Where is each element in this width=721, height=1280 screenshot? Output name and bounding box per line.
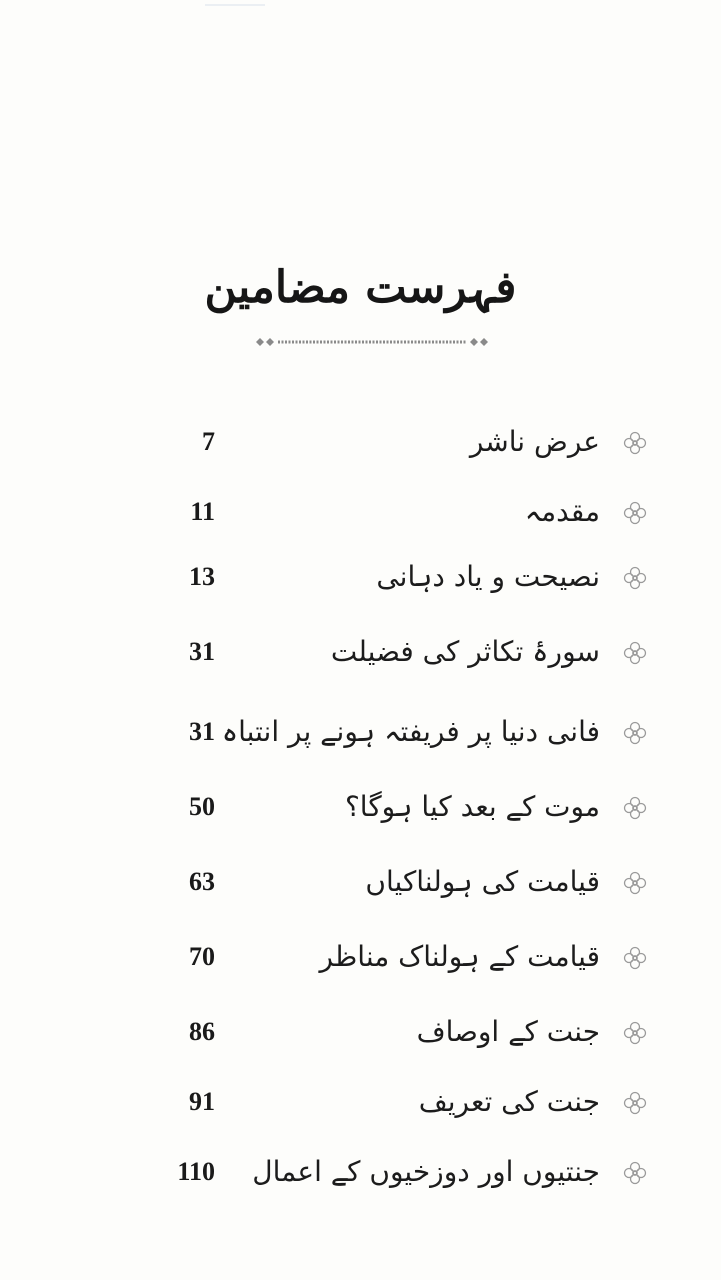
flower-icon	[622, 500, 648, 526]
toc-entry[interactable]	[70, 490, 670, 540]
toc-entry[interactable]	[70, 1010, 670, 1060]
entry-title: قیامت کی ہولناکیاں	[365, 865, 600, 898]
page-number: 91	[189, 1087, 215, 1116]
page-number: 86	[189, 1017, 215, 1046]
flower-icon	[622, 640, 648, 666]
toc-entry[interactable]	[70, 785, 670, 835]
toc-entry[interactable]	[70, 630, 670, 680]
toc-entry[interactable]	[70, 860, 670, 910]
page-number: 7	[202, 427, 215, 456]
toc-entry[interactable]	[70, 935, 670, 985]
flower-icon	[622, 430, 648, 456]
toc-entry[interactable]	[70, 555, 670, 605]
entry-title: عرض ناشر	[469, 425, 600, 458]
page-number: 70	[189, 942, 215, 971]
toc-entry[interactable]	[70, 1150, 670, 1200]
page-number: 11	[190, 497, 215, 526]
page-number: 50	[189, 792, 215, 821]
scan-mark	[205, 4, 265, 12]
entry-title: سورۂ تکاثر کی فضیلت	[330, 635, 600, 668]
entry-title: موت کے بعد کیا ہوگا؟	[344, 790, 600, 823]
page-title: فہرست مضامین	[204, 262, 517, 313]
flower-icon	[622, 1020, 648, 1046]
flower-icon	[622, 1160, 648, 1186]
page-number: 63	[189, 867, 215, 896]
page-number: 31	[189, 717, 215, 746]
entry-title: مقدمہ	[524, 495, 600, 528]
entry-title: جنت کے اوصاف	[416, 1015, 600, 1048]
flower-icon	[622, 945, 648, 971]
entry-title: جنت کی تعریف	[418, 1085, 600, 1118]
toc-entry[interactable]	[70, 420, 670, 470]
page-number: 31	[189, 637, 215, 666]
flower-icon	[622, 720, 648, 746]
entry-title: فانی دنیا پر فریفتہ ہونے پر انتباہ	[221, 715, 600, 748]
flower-icon	[622, 795, 648, 821]
entry-title: قیامت کے ہولناک مناظر	[319, 940, 600, 973]
entry-title: جنتیوں اور دوزخیوں کے اعمال	[252, 1155, 600, 1188]
page-number: 13	[189, 562, 215, 591]
flower-icon	[622, 565, 648, 591]
toc-entry[interactable]	[70, 710, 670, 760]
toc-entry[interactable]	[70, 1080, 670, 1130]
flower-icon	[622, 870, 648, 896]
page-number: 110	[177, 1157, 215, 1186]
ornament-divider-icon	[252, 335, 492, 349]
entry-title: نصیحت و یاد دہانی	[376, 560, 600, 593]
flower-icon	[622, 1090, 648, 1116]
